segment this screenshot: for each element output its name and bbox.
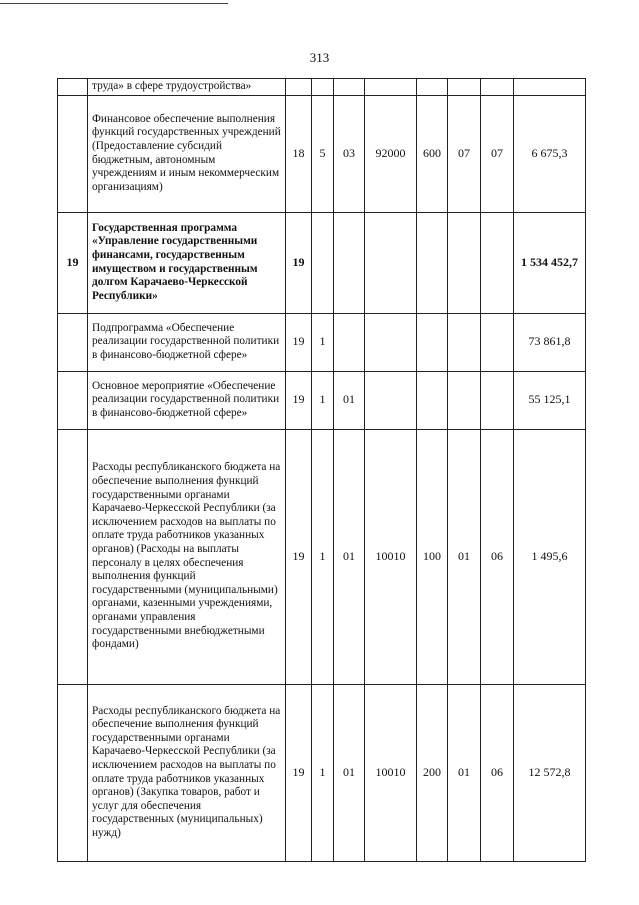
code-cell-c6	[448, 313, 481, 371]
code-cell-c4	[365, 212, 417, 313]
amount-cell: 55 125,1	[514, 371, 586, 429]
code-cell-c7: 07	[481, 95, 514, 212]
code-cell-c6: 01	[448, 429, 481, 684]
code-cell-c4: 10010	[365, 429, 417, 684]
amount-cell: 6 675,3	[514, 95, 586, 212]
code-cell-c2	[312, 79, 334, 96]
table-row	[58, 684, 586, 861]
table-body	[58, 79, 586, 862]
code-cell-c3	[334, 313, 365, 371]
code-cell-c1: 18	[286, 95, 312, 212]
code-cell-c3: 01	[334, 684, 365, 861]
table-row	[58, 371, 586, 429]
code-cell-c5: 100	[417, 429, 448, 684]
top-rule	[0, 3, 228, 4]
code-cell-c7	[481, 79, 514, 96]
row-number-cell	[58, 371, 88, 429]
table-row	[58, 313, 586, 371]
budget-table	[57, 78, 586, 862]
code-cell-c5	[417, 79, 448, 96]
table-row	[58, 79, 586, 96]
code-cell-c3: 03	[334, 95, 365, 212]
item-name-cell: Государственная программа «Управление государственными финансами, государственным имуществом и государственным долгом Карачаево-Черкесской Республики»	[88, 212, 286, 313]
code-cell-c4	[365, 79, 417, 96]
code-cell-c2: 5	[312, 95, 334, 212]
item-name-cell: Основное мероприятие «Обеспечение реализации государственной политики в финансово-бюджетной сфере»	[88, 371, 286, 429]
code-cell-c2: 1	[312, 684, 334, 861]
amount-cell	[514, 79, 586, 96]
code-cell-c5: 200	[417, 684, 448, 861]
code-cell-c4: 92000	[365, 95, 417, 212]
code-cell-c1	[286, 79, 312, 96]
code-cell-c6	[448, 212, 481, 313]
code-cell-c6: 07	[448, 95, 481, 212]
row-number-cell	[58, 429, 88, 684]
code-cell-c5	[417, 212, 448, 313]
code-cell-c1: 19	[286, 313, 312, 371]
row-number-cell	[58, 79, 88, 96]
code-cell-c6	[448, 371, 481, 429]
program-row	[58, 212, 586, 313]
amount-cell: 12 572,8	[514, 684, 586, 861]
item-name-cell: Расходы республиканского бюджета на обеспечение выполнения функций государственными органами Карачаево-Черкесской Республики (за исключением расходов на выплаты по оплате труда работников указанных органов) (Закупка товаров, работ и услуг для обеспечения государственных (муниципальных) нужд)	[88, 684, 286, 861]
item-name-cell: труда» в сфере трудоустройства»	[88, 79, 286, 96]
code-cell-c3	[334, 212, 365, 313]
code-cell-c6	[448, 79, 481, 96]
row-number-cell	[58, 313, 88, 371]
code-cell-c1: 19	[286, 371, 312, 429]
code-cell-c7	[481, 313, 514, 371]
row-number-cell: 19	[58, 212, 88, 313]
code-cell-c4	[365, 371, 417, 429]
code-cell-c2	[312, 212, 334, 313]
code-cell-c1: 19	[286, 429, 312, 684]
code-cell-c7: 06	[481, 429, 514, 684]
table-row	[58, 95, 586, 212]
code-cell-c1: 19	[286, 212, 312, 313]
item-name-cell: Расходы республиканского бюджета на обеспечение выполнения функций государственными органами Карачаево-Черкесской Республики (за исключением расходов на выплаты по оплате труда работников указанных органов) (Расходы на выплаты персоналу в целях обеспечения выполнения функций государственными (муниципальными) органами, казенными учреждениями, органами управления государственными внебюджетными фондами)	[88, 429, 286, 684]
code-cell-c2: 1	[312, 313, 334, 371]
code-cell-c2: 1	[312, 429, 334, 684]
code-cell-c3	[334, 79, 365, 96]
code-cell-c3: 01	[334, 429, 365, 684]
code-cell-c1: 19	[286, 684, 312, 861]
code-cell-c7	[481, 371, 514, 429]
code-cell-c5	[417, 313, 448, 371]
code-cell-c7: 06	[481, 684, 514, 861]
code-cell-c7	[481, 212, 514, 313]
code-cell-c5: 600	[417, 95, 448, 212]
code-cell-c6: 01	[448, 684, 481, 861]
row-number-cell	[58, 684, 88, 861]
code-cell-c2: 1	[312, 371, 334, 429]
table-row	[58, 429, 586, 684]
amount-cell: 1 495,6	[514, 429, 586, 684]
amount-cell: 1 534 452,7	[514, 212, 586, 313]
amount-cell: 73 861,8	[514, 313, 586, 371]
page-number: 313	[309, 50, 330, 65]
code-cell-c5	[417, 371, 448, 429]
code-cell-c4: 10010	[365, 684, 417, 861]
row-number-cell	[58, 95, 88, 212]
item-name-cell: Финансовое обеспечение выполнения функций государственных учреждений (Предоставление субсидий бюджетным, автономным учреждениям и иным некоммерческим организациям)	[88, 95, 286, 212]
code-cell-c4	[365, 313, 417, 371]
item-name-cell: Подпрограмма «Обеспечение реализации государственной политики в финансово-бюджетной сфере»	[88, 313, 286, 371]
code-cell-c3: 01	[334, 371, 365, 429]
